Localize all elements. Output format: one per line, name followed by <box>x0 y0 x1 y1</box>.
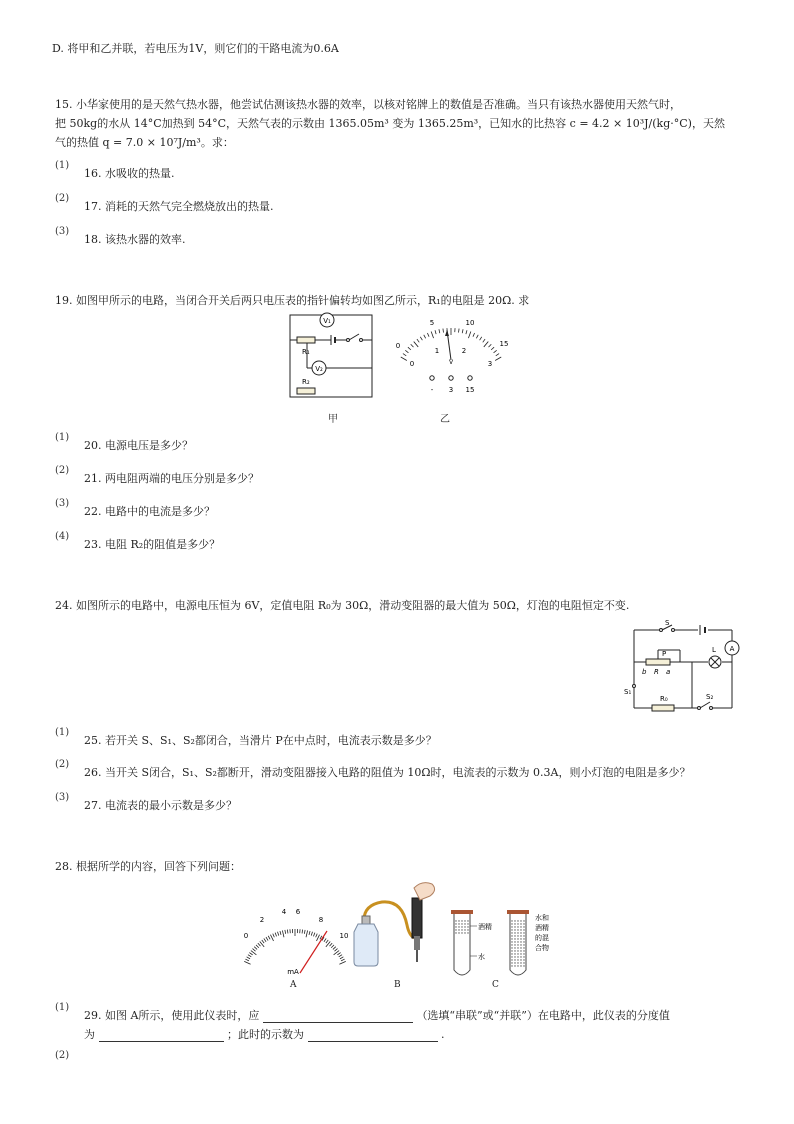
q19-sub3-num: (3) <box>55 498 70 509</box>
q19-sub1-text: 20. 电源电压是多少？ <box>84 439 193 452</box>
r1-label: R₁ <box>302 348 310 356</box>
q28-sub1-part2: （选填“串联”或“并联”）在电路中，此仪表的分度值 <box>416 1009 670 1022</box>
mixture-line4: 合物 <box>535 944 549 952</box>
option-d: D. 将甲和乙并联，若电压为1V，则它们的干路电流为0.6A <box>52 42 339 55</box>
meter-top-10: 10 <box>465 319 475 327</box>
q19-voltmeter-figure <box>392 316 512 398</box>
fig-b-caption: B <box>394 980 401 990</box>
q28-line1: 28. 根据所学的内容，回答下列问题： <box>55 860 241 873</box>
meter-v: V <box>448 359 454 366</box>
q28-sub1-line2 <box>84 1026 445 1042</box>
q19-circuit-figure <box>285 310 385 405</box>
r2-label: R₂ <box>302 378 310 386</box>
q24-sub1-num: (1) <box>55 727 70 738</box>
q24-sub3-text: 27. 电流表的最小示数是多少？ <box>84 799 237 812</box>
fig-c-caption: C <box>492 980 499 990</box>
q15-sub2-num: (2) <box>55 193 70 204</box>
mixture-line1: 水和 <box>535 914 549 922</box>
ma-tick-0: 0 <box>243 932 249 940</box>
a-meter-label: A <box>729 645 735 653</box>
q28-sub2-num: (2) <box>55 1050 70 1061</box>
q28-sub1-part1: 29. 如图 A所示，使用此仪表时，应 <box>84 1009 260 1022</box>
answer-blank-division[interactable] <box>99 1029 224 1042</box>
q24-line1: 24. 如图所示的电路中，电源电压恒为 6V，定值电阻 R₀为 30Ω，滑动变阻器的最大值为 50Ω，灯泡的电阻恒定不变. <box>55 599 630 612</box>
s1-label: S₁ <box>624 688 632 696</box>
q19-sub1-num: (1) <box>55 432 70 443</box>
q24-circuit-figure <box>622 620 747 715</box>
q15-sub1-text: 16. 水吸收的热量. <box>84 167 175 180</box>
q15-line2: 把 50kg的水从 14°C加热到 54°C，天然气表的示数由 1365.05m³ 变为 1365.25m³，已知水的比热容 c = 4.2 × 10³J/(kg·°C)，天然 <box>55 117 725 130</box>
meter-bottom-1: 1 <box>434 347 440 355</box>
a-label: a <box>666 668 671 676</box>
ma-tick-10: 10 <box>339 932 349 940</box>
ma-unit: mA <box>287 968 299 976</box>
r-label: R <box>654 668 659 676</box>
q19-sub4-num: (4) <box>55 531 70 542</box>
v2-label: V₂ <box>315 365 323 373</box>
meter-end-15: 15 <box>499 340 509 348</box>
q28-sub1-part5: . <box>441 1028 445 1041</box>
s-label: S <box>665 620 670 627</box>
q19-sub4-text: 23. 电阻 R₂的阻值是多少？ <box>84 538 221 551</box>
mixture-line2: 酒精 <box>535 924 549 932</box>
alcohol-label: 酒精 <box>478 923 492 931</box>
q24-sub3-num: (3) <box>55 792 70 803</box>
q24-sub1-text: 25. 若开关 S、S₁、S₂都闭合，当滑片 P在中点时，电流表示数是多少？ <box>84 734 437 747</box>
q19-line1: 19. 如图甲所示的电路，当闭合开关后两只电压表的指针偏转均如图乙所示，R₁的电阻是 20Ω. 求 <box>55 294 530 307</box>
p-label: P <box>662 650 667 658</box>
q15-sub3-text: 18. 该热水器的效率. <box>84 233 186 246</box>
q28-sub1-part4: ；此时的示数为 <box>227 1028 304 1041</box>
q28-sub1-num: (1) <box>55 1002 70 1013</box>
q15-line3: 气的热值 q = 7.0 × 10⁷J/m³。求： <box>55 136 234 149</box>
meter-bottom-2: 2 <box>461 347 467 355</box>
q24-sub2-text: 26. 当开关 S闭合，S₁、S₂都断开，滑动变阻器接入电路的阻值为 10Ω时，电流表的示数为 0.3A，则小灯泡的电阻是多少？ <box>84 766 691 779</box>
mixture-line3: 的混 <box>535 934 549 942</box>
meter-bottom-0: 0 <box>409 360 415 368</box>
s2-label: S₂ <box>706 693 714 701</box>
q28-fig-b-bottle <box>352 880 442 970</box>
meter-start-0: 0 <box>395 342 401 350</box>
q28-fig-a-milliammeter <box>240 905 350 985</box>
r0-label: R₀ <box>660 695 668 703</box>
ma-tick-4: 4 <box>281 908 287 916</box>
meter-bottom-3: 3 <box>487 360 493 368</box>
q19-sub2-text: 21. 两电阻两端的电压分别是多少？ <box>84 472 259 485</box>
q28-sub1-part3: 为 <box>84 1028 95 1041</box>
q24-sub2-num: (2) <box>55 759 70 770</box>
q15-line1: 15. 小华家使用的是天然气热水器，他尝试估测该热水器的效率，以核对铭牌上的数值是否准确。当只有该热水器使用天然气时， <box>55 98 681 111</box>
water-label: 水 <box>478 953 485 961</box>
ma-tick-2: 2 <box>259 916 265 924</box>
jia-caption: 甲 <box>328 414 338 425</box>
yi-caption: 乙 <box>440 414 450 425</box>
ma-tick-8: 8 <box>318 916 324 924</box>
terminal-minus: - <box>430 386 434 394</box>
terminal-3: 3 <box>448 386 454 394</box>
answer-blank-reading[interactable] <box>308 1029 438 1042</box>
v1-label: V₁ <box>323 317 331 325</box>
answer-blank-connection[interactable] <box>263 1010 413 1023</box>
q19-sub3-text: 22. 电路中的电流是多少？ <box>84 505 215 518</box>
l-label: L <box>712 646 716 654</box>
fig-a-caption: A <box>290 980 297 990</box>
ma-tick-6: 6 <box>295 908 301 916</box>
q28-sub1-line1 <box>84 1007 670 1023</box>
meter-top-5: 5 <box>429 319 435 327</box>
q15-sub1-num: (1) <box>55 160 70 171</box>
q28-fig-c-tubes <box>445 908 555 983</box>
terminal-15: 15 <box>465 386 475 394</box>
b-label: b <box>642 668 647 676</box>
q15-sub2-text: 17. 消耗的天然气完全燃烧放出的热量. <box>84 200 274 213</box>
q19-sub2-num: (2) <box>55 465 70 476</box>
q15-sub3-num: (3) <box>55 226 70 237</box>
